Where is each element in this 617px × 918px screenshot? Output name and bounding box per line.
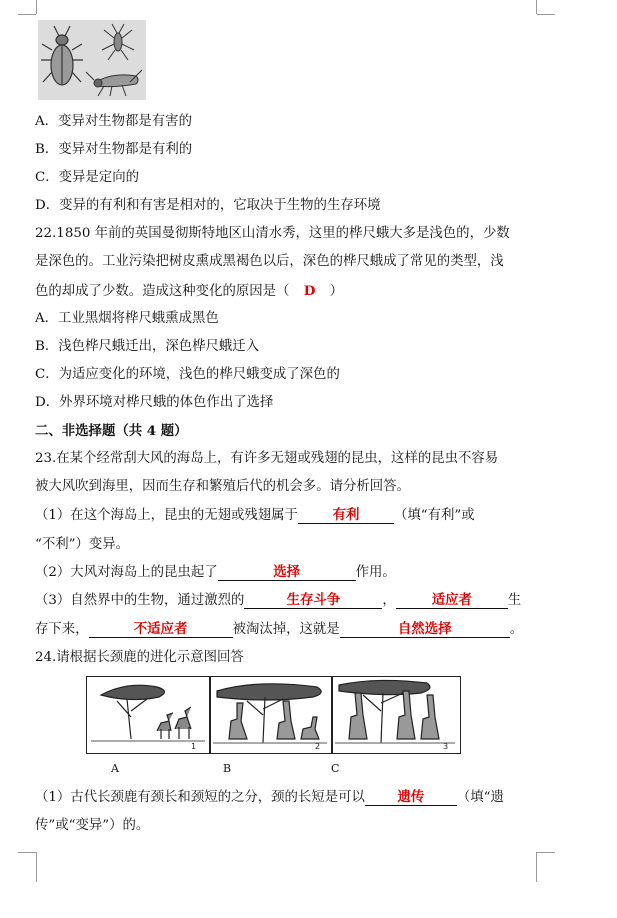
crop-mark-bottom-left [36, 852, 37, 882]
q23-part3-answer1: 生存斗争 [244, 592, 382, 609]
insects-drawing [38, 20, 146, 100]
q22-answer: D [303, 283, 316, 299]
q23-part1-text: （1）在这个海岛上，昆虫的无翅或残翅属于 [35, 508, 298, 523]
giraffe-evolution-figure [86, 676, 461, 754]
giraffe-drawing [87, 677, 459, 752]
q24-part1-line2: 传”或“变异”）的。 [35, 818, 150, 833]
q23-part3-line2 [35, 621, 590, 639]
q22-option-d: D．外界环境对桦尺蛾的体色作出了选择 [35, 395, 274, 410]
q22-stem-line3 [35, 282, 590, 301]
q23-part2-tail: 作用。 [355, 565, 396, 580]
q23-part3-answer4: 自然选择 [340, 621, 510, 638]
crop-mark-top-left-h [18, 14, 36, 15]
crop-mark-top-right [536, 0, 537, 14]
figure-label-a: A [111, 762, 119, 775]
q23-part3-tail: 生 [507, 593, 522, 608]
q23-part1-answer: 有利 [298, 507, 394, 524]
q24-part1-tail: （填“遗 [456, 790, 504, 805]
q23-part3-line2-text: 存下来， [35, 622, 89, 637]
section-heading: 二、非选择题（共 4 题） [35, 423, 188, 439]
crop-mark-bottom-right [536, 852, 537, 882]
q22-stem-line3-text: 色的却成了少数。造成这种变化的原因是（ [35, 284, 290, 299]
q23-part3-line2-mid: 被淘汰掉，这就是 [232, 622, 340, 637]
q23-part3-line2-end: 。 [509, 622, 524, 637]
q23-part2 [35, 564, 590, 582]
q23-part3-text: （3）自然界中的生物，通过激烈的 [35, 593, 245, 608]
q22-close-paren: ） [329, 284, 343, 299]
q21-option-a: A．变异对生物都是有害的 [35, 114, 192, 129]
q21-option-b: B．变异对生物都是有利的 [35, 142, 193, 157]
q21-option-d: D．变异的有利和有害是相对的，它取决于生物的生存环境 [35, 198, 381, 213]
q24-title: 24.请根据长颈鹿的进化示意图回答 [35, 650, 244, 665]
q23-part3-comma: ， [382, 593, 396, 608]
figure-label-c: C [331, 762, 340, 775]
q22-option-a: A．工业黑烟将桦尺蛾熏成黑色 [35, 311, 219, 326]
crop-mark-top-left [36, 0, 37, 14]
crop-mark-top-right-h [537, 14, 555, 15]
q21-option-c: C．变异是定向的 [35, 170, 139, 185]
q22-option-b: B．浅色桦尺蛾迁出，深色桦尺蛾迁入 [35, 339, 260, 354]
q23-part1-tail: （填“有利”或 [393, 508, 475, 523]
q24-part1-answer: 遗传 [365, 789, 457, 806]
figure-number-3: 3 [443, 742, 449, 751]
q23-part2-text: （2）大风对海岛上的昆虫起了 [35, 565, 218, 580]
q23-part3 [35, 592, 590, 610]
q23-part2-answer: 选择 [218, 564, 356, 581]
figure-number-1: 1 [191, 742, 197, 751]
q22-stem-line2: 是深色的。工业污染把树皮熏成黑褐色以后，深色的桦尺蛾成了常见的类型，浅 [35, 254, 504, 269]
q23-part3-answer2: 适应者 [396, 592, 508, 609]
q22-option-c: C．为适应变化的环境，浅色的桦尺蛾变成了深色的 [35, 367, 340, 382]
figure-label-b: B [223, 762, 232, 775]
q23-part1 [35, 507, 590, 525]
q24-part1-text: （1）古代长颈鹿有颈长和颈短的之分，颈的长短是可以 [35, 790, 365, 805]
q23-part3-answer3: 不适应者 [89, 621, 233, 638]
q23-part1-line2: “不利”）变异。 [35, 537, 130, 552]
q22-stem-line1: 22.1850 年前的英国曼彻斯特地区山清水秀，这里的桦尺蛾大多是浅色的，少数 [35, 226, 510, 241]
crop-mark-bottom-right-h [537, 852, 555, 853]
q23-stem-line2: 被大风吹到海里，因而生存和繁殖后代的机会多。请分析回答。 [35, 479, 410, 494]
q24-part1 [35, 789, 590, 807]
q23-stem-line1: 23.在某个经常刮大风的海岛上，有许多无翅或残翅的昆虫，这样的昆虫不容易 [35, 451, 499, 466]
insects-image [38, 20, 146, 100]
crop-mark-bottom-left-h [18, 852, 36, 853]
figure-number-2: 2 [315, 742, 321, 751]
